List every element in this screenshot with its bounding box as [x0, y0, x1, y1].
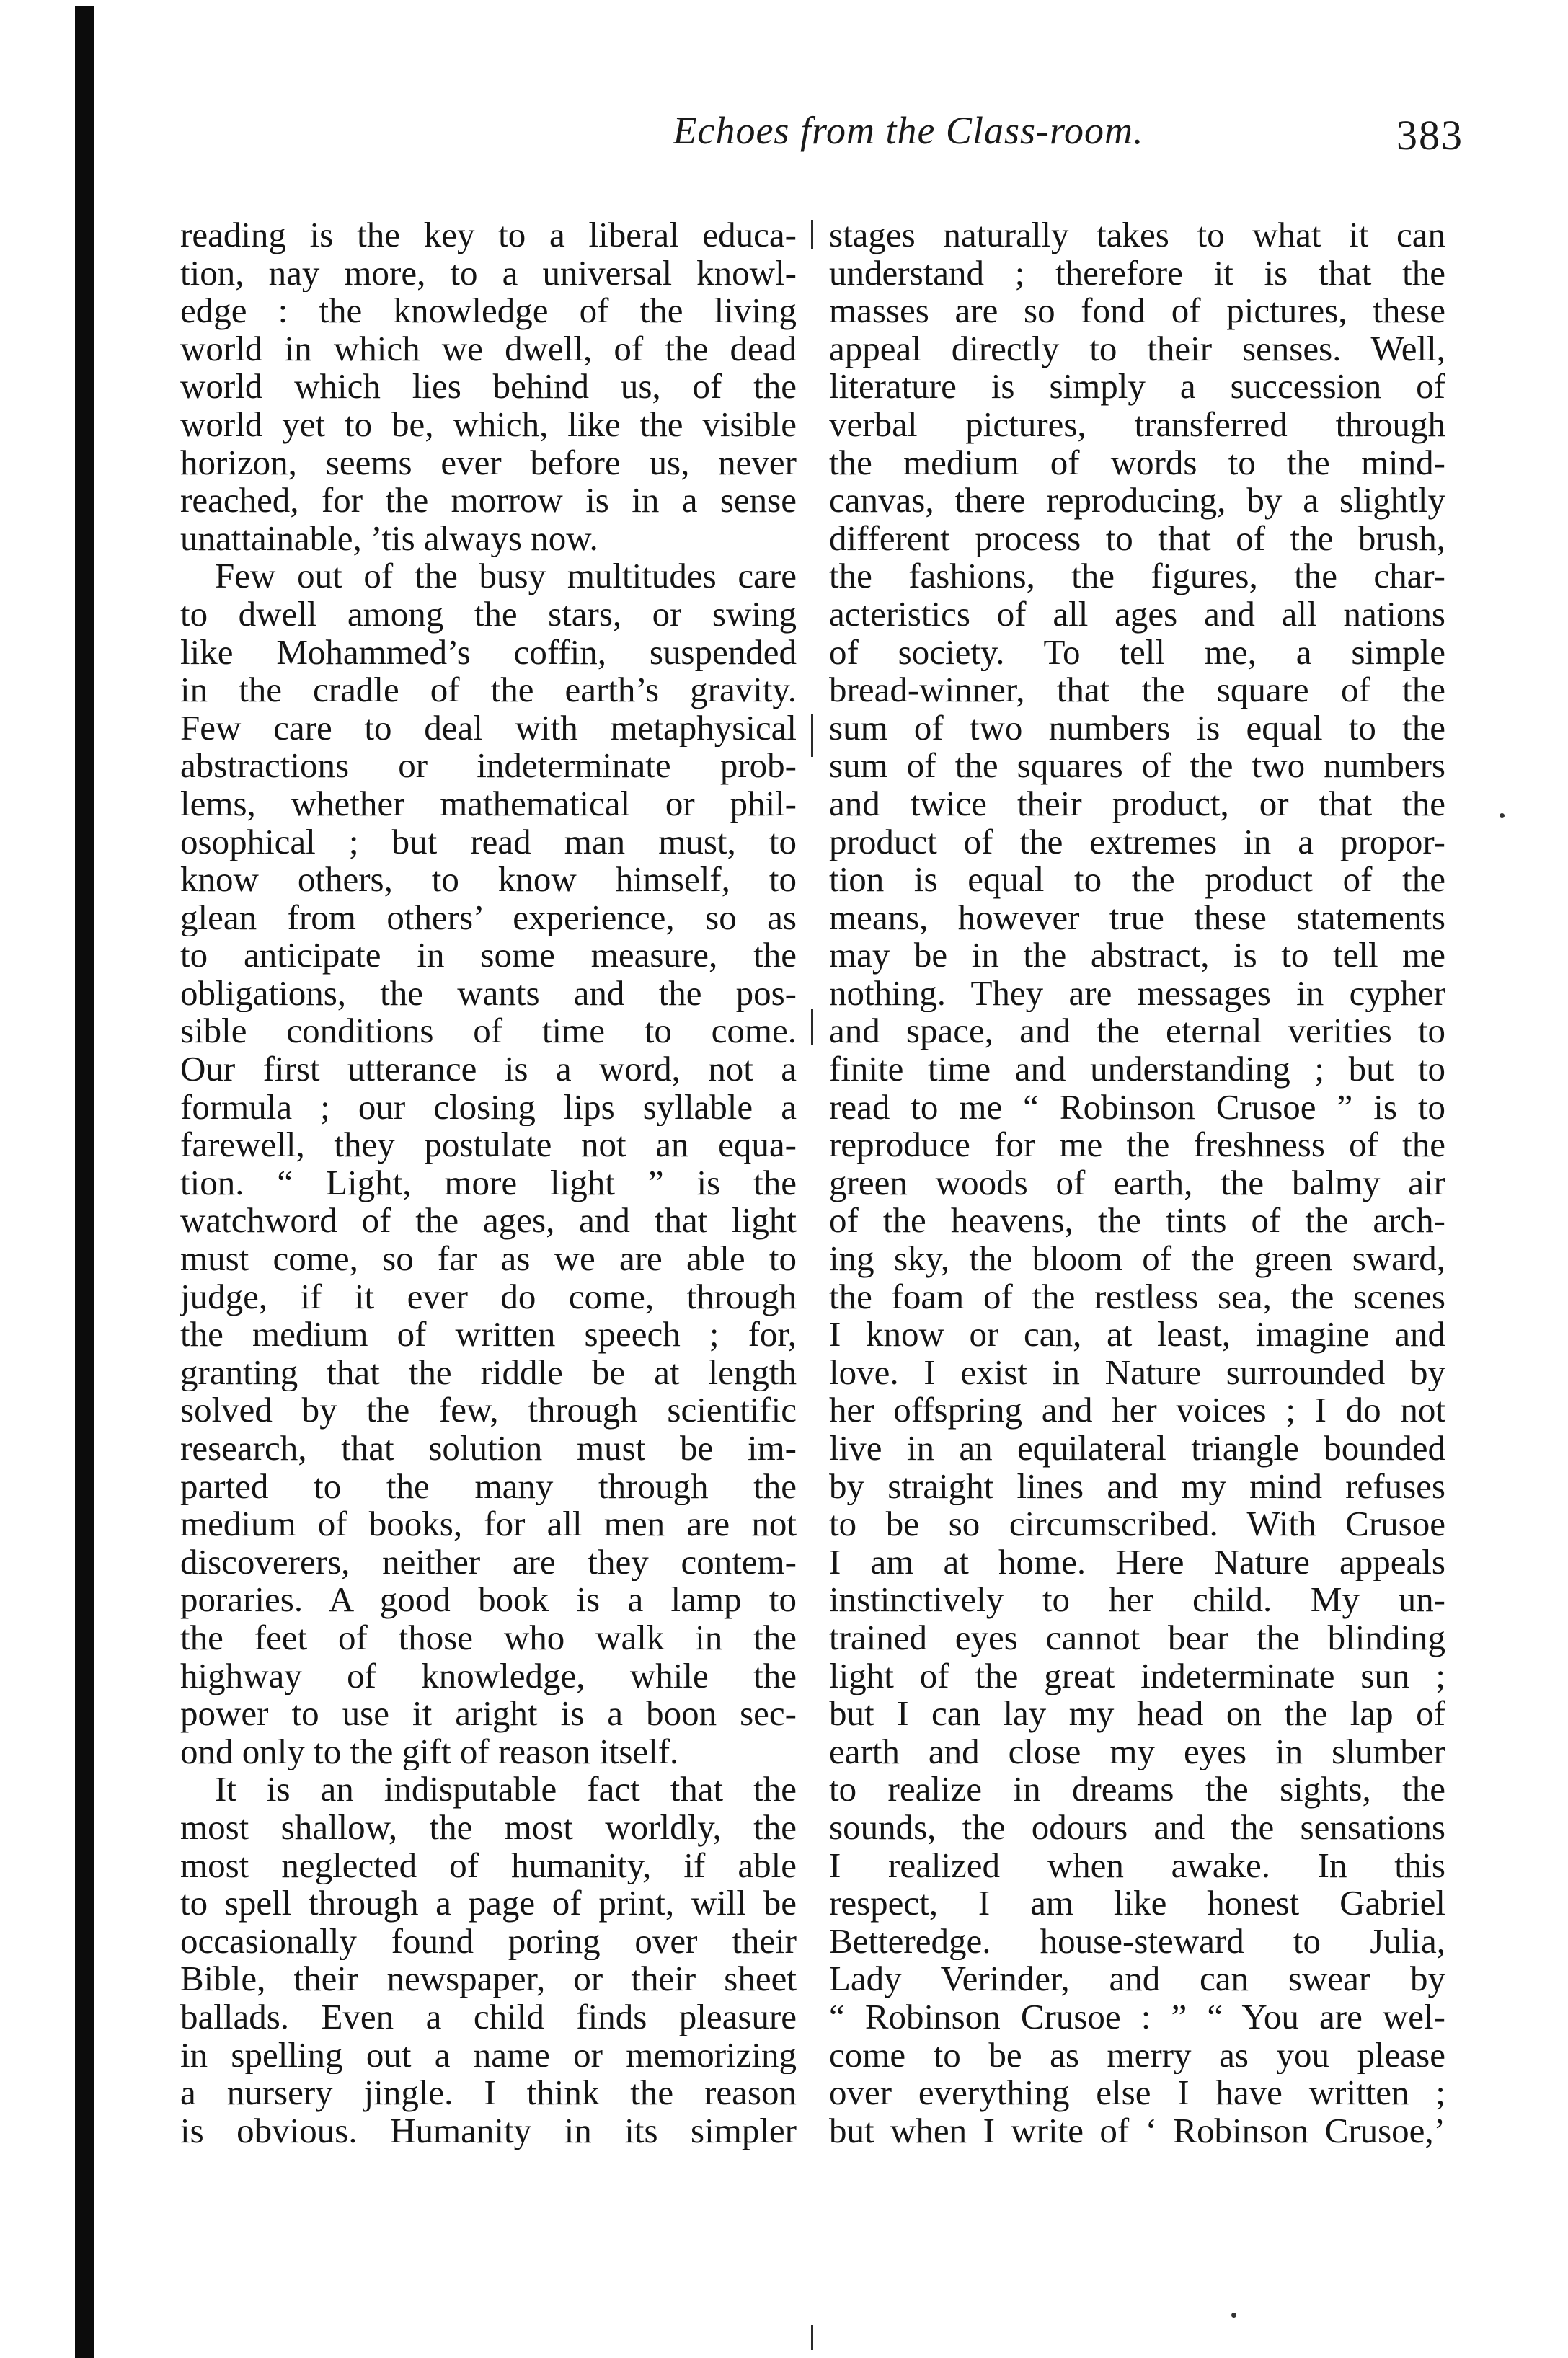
text-line: green woods of earth, the balmy air	[829, 1164, 1445, 1202]
text-line: granting that the riddle be at length	[180, 1353, 797, 1392]
text-line: highway of knowledge, while the	[180, 1657, 797, 1696]
text-line: I am at home. Here Nature appeals	[829, 1543, 1445, 1582]
text-line: of the heavens, the tints of the arch-	[829, 1202, 1445, 1241]
text-line: world yet to be, which, like the visible	[180, 405, 797, 444]
text-line: love. I exist in Nature surrounded by	[829, 1353, 1445, 1392]
text-line: her offspring and her voices ; I do not	[829, 1391, 1445, 1430]
text-line: read to me “ Robinson Crusoe ” is to	[829, 1088, 1445, 1127]
text-line: occasionally found poring over their	[180, 1922, 797, 1961]
margin-speck	[1231, 2313, 1236, 2318]
text-line: know others, to know himself, to	[180, 861, 797, 899]
text-line: “ Robinson Crusoe : ” “ You are wel-	[829, 1998, 1445, 2036]
text-line: may be in the abstract, is to tell me	[829, 936, 1445, 975]
text-line: nothing. They are messages in cypher	[829, 974, 1445, 1013]
text-line: appeal directly to their senses. Well,	[829, 329, 1445, 368]
text-line: like Mohammed’s coffin, suspended	[180, 633, 797, 672]
text-line: abstractions or indeterminate prob-	[180, 747, 797, 785]
text-line: I know or can, at least, imagine and	[829, 1316, 1445, 1354]
text-line: sum of two numbers is equal to the	[829, 709, 1445, 748]
text-line: and twice their product, or that the	[829, 784, 1445, 823]
running-title: Echoes from the Class-room.	[673, 109, 1144, 152]
text-line: parted to the many through the	[180, 1467, 797, 1506]
margin-speck	[1500, 813, 1505, 818]
text-line: sible conditions of time to come.	[180, 1012, 797, 1051]
text-line: most neglected of humanity, if able	[180, 1846, 797, 1885]
text-line: product of the extremes in a propor-	[829, 823, 1445, 861]
text-line: trained eyes cannot bear the blinding	[829, 1618, 1445, 1657]
text-line: is obvious. Humanity in its simpler	[180, 2111, 797, 2150]
text-line: Bible, their newspaper, or their sheet	[180, 1960, 797, 1998]
text-line: the medium of written speech ; for,	[180, 1316, 797, 1354]
column-rule-fragment	[811, 220, 813, 249]
text-line: glean from others’ experience, so as	[180, 898, 797, 937]
text-line: masses are so fond of pictures, these	[829, 292, 1445, 330]
text-line: understand ; therefore it is that the	[829, 254, 1445, 293]
column-rule-fragment	[811, 1009, 813, 1045]
text-line: instinctively to her child. My un-	[829, 1581, 1445, 1619]
text-line: verbal pictures, transferred through	[829, 405, 1445, 444]
text-line: but when I write of ‘ Robinson Crusoe,’	[829, 2111, 1445, 2150]
column-rule-fragment	[811, 714, 813, 757]
column-rule-fragment	[811, 2325, 813, 2350]
text-line: bread-winner, that the square of the	[829, 671, 1445, 709]
left-text-column	[180, 216, 797, 2150]
text-line: sum of the squares of the two numbers	[829, 747, 1445, 785]
page-binding-edge	[75, 6, 94, 2358]
text-line: solved by the few, through scientific	[180, 1391, 797, 1430]
text-line: power to use it aright is a boon sec-	[180, 1695, 797, 1733]
text-line: sounds, the odours and the sensations	[829, 1808, 1445, 1847]
text-line: Our first utterance is a word, not a	[180, 1050, 797, 1089]
text-line: a nursery jingle. I think the reason	[180, 2074, 797, 2112]
text-line: but I can lay my head on the lap of	[829, 1695, 1445, 1733]
text-line: stages naturally takes to what it can	[829, 216, 1445, 254]
right-text-column	[829, 216, 1445, 2150]
text-line: ing sky, the bloom of the green sward,	[829, 1240, 1445, 1278]
text-line: reading is the key to a liberal educa-	[180, 216, 797, 254]
text-line: light of the great indeterminate sun ;	[829, 1657, 1445, 1696]
text-line: medium of books, for all men are not	[180, 1505, 797, 1543]
text-line: research, that solution must be im-	[180, 1430, 797, 1468]
text-line: discoverers, neither are they contem-	[180, 1543, 797, 1582]
text-line: horizon, seems ever before us, never	[180, 443, 797, 482]
text-line: world in which we dwell, of the dead	[180, 329, 797, 368]
text-line: come to be as merry as you please	[829, 2036, 1445, 2075]
text-line: acteristics of all ages and all nations	[829, 595, 1445, 634]
text-line: It is an indisputable fact that the	[215, 1770, 797, 1809]
text-line: formula ; our closing lips syllable a	[180, 1088, 797, 1127]
text-line: finite time and understanding ; but to	[829, 1050, 1445, 1089]
text-line: tion, nay more, to a universal knowl-	[180, 254, 797, 293]
text-line: different process to that of the brush,	[829, 519, 1445, 558]
text-line: earth and close my eyes in slumber	[829, 1732, 1445, 1771]
text-line: in the cradle of the earth’s gravity.	[180, 671, 797, 709]
text-line: judge, if it ever do come, through	[180, 1277, 797, 1316]
text-line: most shallow, the most worldly, the	[180, 1808, 797, 1847]
text-line: farewell, they postulate not an equa-	[180, 1126, 797, 1164]
text-line: in spelling out a name or memorizing	[180, 2036, 797, 2075]
text-line: over everything else I have written ;	[829, 2074, 1445, 2112]
text-line: tion is equal to the product of the	[829, 861, 1445, 899]
text-line: edge : the knowledge of the living	[180, 292, 797, 330]
text-line: means, however true these statements	[829, 898, 1445, 937]
text-line: watchword of the ages, and that light	[180, 1202, 797, 1241]
text-line: ond only to the gift of reason itself.	[180, 1732, 679, 1771]
text-line: osophical ; but read man must, to	[180, 823, 797, 861]
text-line: reproduce for me the freshness of the	[829, 1126, 1445, 1164]
text-line: live in an equilateral triangle bounded	[829, 1430, 1445, 1468]
text-line: ballads. Even a child finds pleasure	[180, 1998, 797, 2036]
text-line: of society. To tell me, a simple	[829, 633, 1445, 672]
text-line: the foam of the restless sea, the scenes	[829, 1277, 1445, 1316]
text-line: to realize in dreams the sights, the	[829, 1770, 1445, 1809]
text-line: and space, and the eternal verities to	[829, 1012, 1445, 1051]
text-line: to be so circumscribed. With Crusoe	[829, 1505, 1445, 1543]
text-line: the feet of those who walk in the	[180, 1618, 797, 1657]
text-line: the fashions, the figures, the char-	[829, 557, 1445, 595]
text-line: Few care to deal with metaphysical	[180, 709, 797, 748]
text-line: obligations, the wants and the pos-	[180, 974, 797, 1013]
text-line: Few out of the busy multitudes care	[215, 557, 797, 595]
text-line: the medium of words to the mind-	[829, 443, 1445, 482]
text-line: respect, I am like honest Gabriel	[829, 1884, 1445, 1923]
text-line: world which lies behind us, of the	[180, 368, 797, 406]
text-line: to anticipate in some measure, the	[180, 936, 797, 975]
text-line: must come, so far as we are able to	[180, 1240, 797, 1278]
text-line: literature is simply a succession of	[829, 368, 1445, 406]
text-line: I realized when awake. In this	[829, 1846, 1445, 1885]
text-line: Lady Verinder, and can swear by	[829, 1960, 1445, 1998]
text-line: by straight lines and my mind refuses	[829, 1467, 1445, 1506]
text-line: tion. “ Light, more light ” is the	[180, 1164, 797, 1202]
text-line: to spell through a page of print, will be	[180, 1884, 797, 1923]
text-line: Betteredge. house-steward to Julia,	[829, 1922, 1445, 1961]
text-line: reached, for the morrow is in a sense	[180, 482, 797, 520]
text-line: canvas, there reproducing, by a slightly	[829, 482, 1445, 520]
text-line: to dwell among the stars, or swing	[180, 595, 797, 634]
text-line: poraries. A good book is a lamp to	[180, 1581, 797, 1619]
page-number: 383	[1396, 112, 1463, 159]
text-line: lems, whether mathematical or phil-	[180, 784, 797, 823]
text-line: unattainable, ’tis always now.	[180, 519, 598, 558]
